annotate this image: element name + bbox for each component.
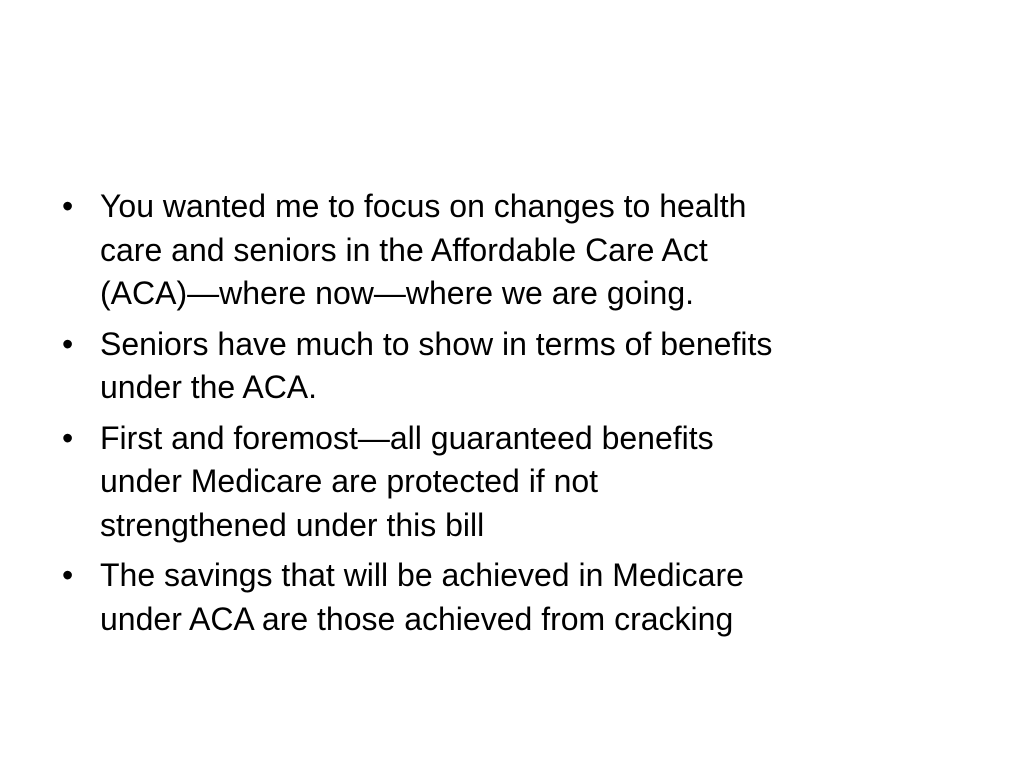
bullet-marker: •: [62, 419, 74, 456]
bullet-line: The savings that will be achieved in Medicare: [100, 557, 744, 593]
bullet-line: (ACA)—where now—where we are going.: [100, 275, 695, 311]
bullet-item-1: [60, 185, 960, 316]
bullet-list: [60, 185, 960, 648]
bullet-item-4: [60, 554, 960, 641]
bullet-item-3: [60, 417, 960, 548]
bullet-line: under Medicare are protected if not: [100, 463, 599, 499]
bullet-line: strengthened under this bill: [100, 506, 485, 543]
bullet-line: First and foremost—all guaranteed benefits: [100, 419, 714, 456]
bullet-line: under ACA are those achieved from cracking: [100, 600, 734, 637]
bullet-line: care and seniors in the Affordable Care Act: [100, 231, 708, 268]
bullet-line: Seniors have much to show in terms of benefits: [100, 325, 773, 362]
bullet-marker: •: [62, 557, 74, 593]
bullet-line: You wanted me to focus on changes to health: [100, 188, 747, 224]
bullet-marker: •: [62, 325, 74, 362]
bullet-item-2: [60, 323, 960, 410]
bullet-line: under the ACA.: [100, 369, 318, 405]
bullet-marker: •: [62, 188, 74, 224]
